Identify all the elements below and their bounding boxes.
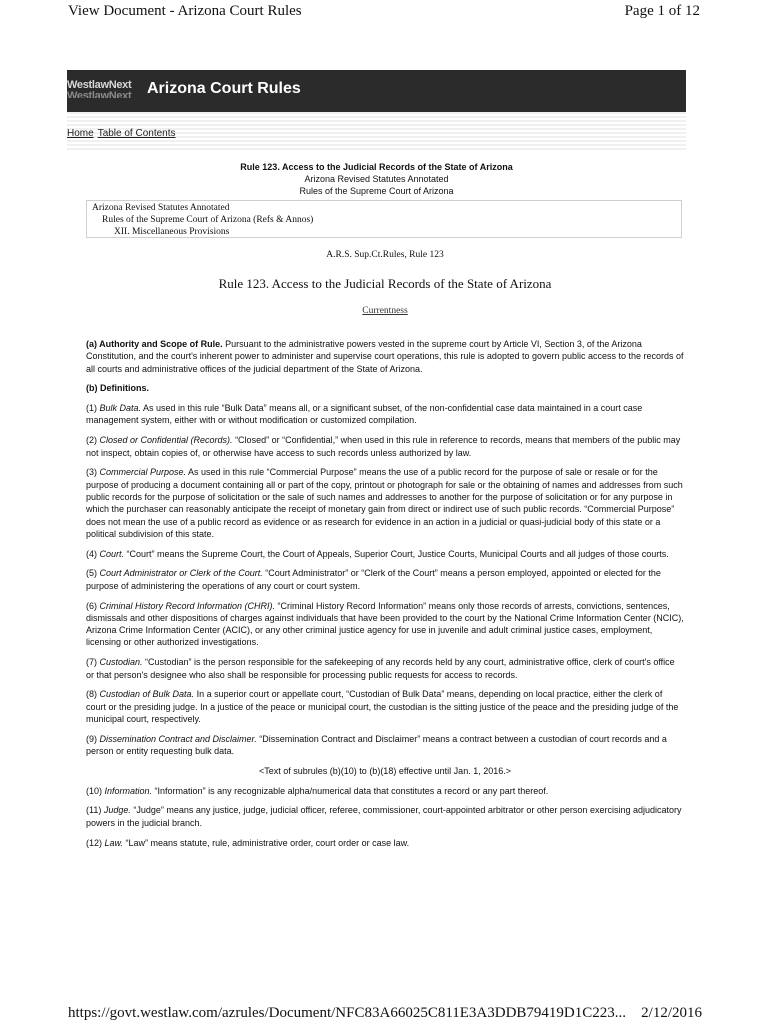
definition-4 bbox=[86, 548, 684, 560]
definition-text: As used in this rule “Commercial Purpose” means the use of a public record for the purpose of sale or resale or for the purpose of producing a document containing all or part of the copy, printout or photograph for sale or the obtaining of names and addresses from such public records for the purpose of solicitation or the sale of such names and addresses to another for the purpose of solicitation or for any purpose in which the purchaser can reasonably anticipate the receipt of monetary gain from direct or indirect use of such public records. “Commercial Purpose” does not mean the use of a public record as evidence or as research for evidence in an action in a judicial or quasi-judicial body of this state or a political subdivision of this state. bbox=[86, 467, 683, 539]
westlaw-logo[interactable] bbox=[67, 80, 139, 104]
section-heading: (b) Definitions. bbox=[86, 383, 149, 394]
definition-number: (5) bbox=[86, 568, 100, 579]
definition-text: “Criminal History Record Information” means only those records of arrests, convictions, sentences, dismissals and other dispositions of charges against individuals that have been provided to the court by the National Crime Information Center (NCIC), Arizona Crime Information Center (ACIC), or any other criminal justice agency for use in juvenile and adult criminal justice cases, employment, licensing or other authorized investigations. bbox=[86, 600, 684, 648]
definition-term: Bulk Data. bbox=[99, 403, 142, 414]
definition-9 bbox=[86, 733, 684, 758]
definition-text: “Information” is any recognizable alpha/numerical data that constitutes a record or any part thereof. bbox=[152, 785, 549, 796]
definition-text: As used in this rule “Bulk Data” means all, or a significant subset, of the non-confidential case data maintained in a court case management system, either with or without modification or customized compilation. bbox=[86, 403, 643, 426]
currentness bbox=[67, 306, 703, 316]
print-date: 2/12/2016 bbox=[641, 1005, 702, 1021]
definition-text: “Court” means the Supreme Court, the Court of Appeals, Superior Court, Justice Courts, Municipal Courts and all judges of those courts. bbox=[124, 548, 669, 559]
definition-6 bbox=[86, 600, 684, 649]
effective-date-note: <Text of subrules (b)(10) to (b)(18) effective until Jan. 1, 2016.> bbox=[259, 765, 511, 776]
definition-5 bbox=[86, 567, 684, 592]
definition-term: Law. bbox=[104, 837, 124, 848]
header-line-2: Arizona Revised Statutes Annotated bbox=[304, 174, 449, 184]
definition-text: “Judge” means any justice, judge, judicial officer, referee, commissioner, court-appointed arbitrator or other person exercising adjudicatory powers in the judicial branch. bbox=[86, 805, 682, 828]
header-line-3: Rules of the Supreme Court of Arizona bbox=[299, 186, 454, 196]
page-url: https://govt.westlaw.com/azrules/Document/NFC83A66025C811E3A3DDB79419D1C223... bbox=[68, 1005, 627, 1021]
definition-term: Custodian of Bulk Data. bbox=[99, 689, 195, 700]
definition-term: Judge. bbox=[103, 805, 131, 816]
document-title: View Document - Arizona Court Rules bbox=[68, 3, 302, 19]
header-title: Rule 123. Access to the Judicial Records of the State of Arizona bbox=[240, 162, 513, 172]
hierarchy-level-3: XII. Miscellaneous Provisions bbox=[114, 227, 230, 237]
definition-2 bbox=[86, 434, 684, 459]
logo-reflection: WestlawNext bbox=[67, 91, 132, 98]
paragraph-text: Pursuant to the administrative powers vested in the supreme court by Article VI, Section 3, of the Arizona Constitution, and the court's inherent power to administer and supervise court operations, this rule is adopted to govern public access to the records of all courts and administrative offices of the judicial department of the State of Arizona. bbox=[86, 339, 684, 374]
definition-term: Closed or Confidential (Records). bbox=[99, 435, 233, 446]
definition-3 bbox=[86, 466, 684, 540]
definition-number: (7) bbox=[86, 657, 100, 668]
definition-number: (8) bbox=[86, 689, 100, 700]
definition-term: Court Administrator or Clerk of the Court. bbox=[99, 568, 263, 579]
definition-number: (1) bbox=[86, 403, 100, 414]
definition-text: “Law” means statute, rule, administrative order, court order or case law. bbox=[123, 837, 410, 848]
page-indicator: Page 1 of 12 bbox=[624, 3, 700, 19]
print-header bbox=[0, 0, 770, 30]
definition-term: Information. bbox=[104, 785, 153, 796]
definition-number: (6) bbox=[86, 600, 100, 611]
definition-text: “Dissemination Contract and Disclaimer” means a contract between a custodian of court records and a person or entity requesting bulk data. bbox=[86, 733, 667, 757]
document-header bbox=[67, 161, 686, 197]
definition-12 bbox=[86, 837, 684, 849]
definition-text: “Custodian” is the person responsible for the safekeeping of any records held by any court, administrative office, clerk of court's office or that person's designee who also shall be responsible for processing public requests for access to records. bbox=[86, 657, 675, 680]
site-title: Arizona Court Rules bbox=[147, 80, 301, 97]
definition-number: (2) bbox=[86, 435, 100, 446]
logo-text: WestlawNext bbox=[67, 79, 132, 91]
definition-term: Custodian. bbox=[99, 657, 143, 668]
definition-number: (9) bbox=[86, 733, 100, 744]
rule-title: Rule 123. Access to the Judicial Records of the State of Arizona bbox=[218, 276, 552, 291]
hierarchy-level-2: Rules of the Supreme Court of Arizona (Refs & Annos) bbox=[102, 215, 314, 225]
definition-8 bbox=[86, 688, 684, 725]
hierarchy-box bbox=[86, 200, 682, 238]
definition-number: (12) bbox=[86, 837, 105, 848]
definition-number: (10) bbox=[86, 785, 105, 796]
definition-term: Court. bbox=[99, 548, 125, 559]
definition-1 bbox=[86, 402, 684, 427]
definition-number: (11) bbox=[86, 805, 104, 816]
paragraph-a bbox=[86, 338, 684, 375]
home-link[interactable]: Home bbox=[67, 128, 94, 139]
citation: A.R.S. Sup.Ct.Rules, Rule 123 bbox=[326, 250, 444, 260]
site-banner bbox=[67, 70, 686, 114]
definition-text: In a superior court or appellate court, “Custodian of Bulk Data” means, depending on local practice, either the clerk of court or the presiding judge. In a justice of the peace or municipal court, the custodian is the sitting justice of the peace and the presiding judge of the municipal court, respectively. bbox=[86, 689, 679, 724]
definition-text: “Court Administrator” or “Clerk of the Court” means a person employed, appointed or elected for the purpose of administering the operations of any court or court system. bbox=[86, 568, 661, 591]
definition-number: (3) bbox=[86, 467, 100, 478]
definition-term: Dissemination Contract and Disclaimer. bbox=[99, 733, 257, 744]
currentness-link[interactable]: Currentness bbox=[362, 306, 408, 316]
definition-term: Criminal History Record Information (CHRI). bbox=[99, 600, 276, 611]
breadcrumb bbox=[67, 128, 180, 139]
rule-body bbox=[86, 338, 684, 856]
section-heading: (a) Authority and Scope of Rule. bbox=[86, 339, 223, 349]
hierarchy-level-1: Arizona Revised Statutes Annotated bbox=[92, 203, 230, 213]
table-of-contents-link[interactable]: Table of Contents bbox=[97, 128, 176, 139]
definition-term: Commercial Purpose. bbox=[99, 467, 187, 478]
definition-10 bbox=[86, 785, 684, 797]
definition-11 bbox=[86, 804, 684, 829]
definition-number: (4) bbox=[86, 548, 100, 559]
definition-7 bbox=[86, 656, 684, 681]
paragraph-b bbox=[86, 382, 684, 394]
definition-text: “Closed” or “Confidential,” when used in this rule in reference to records, means that members of the public may not inspect, obtain copies of, or otherwise have access to such records unless authorized by law. bbox=[86, 435, 681, 458]
